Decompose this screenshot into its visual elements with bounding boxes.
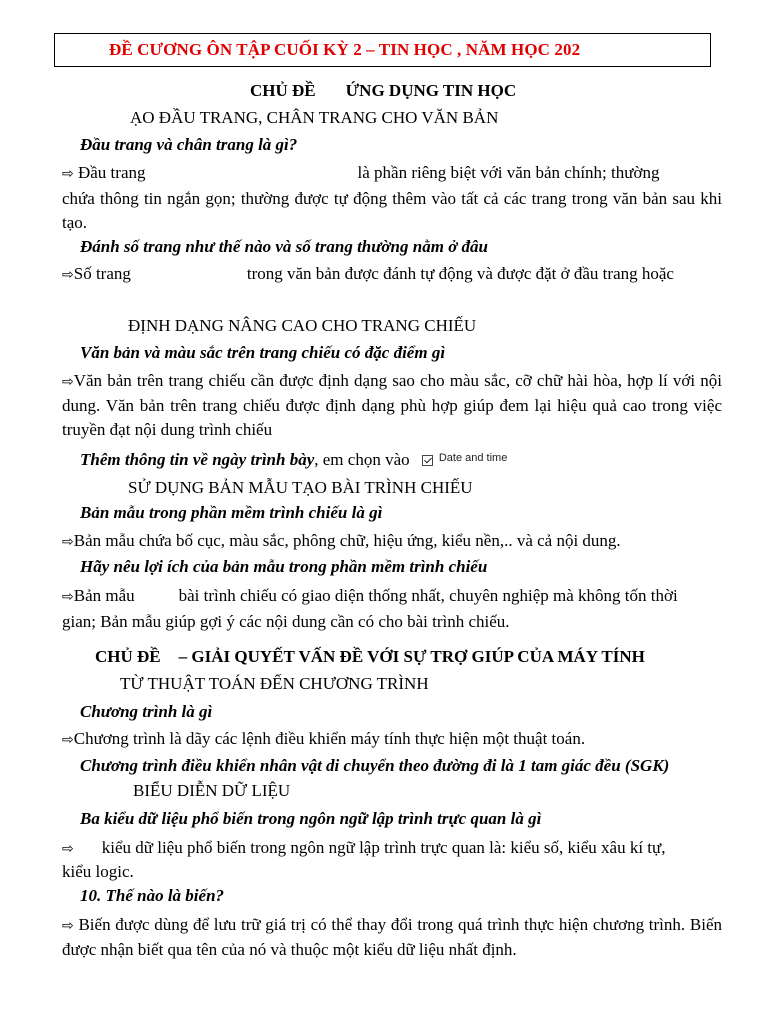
question-text: Thêm thông tin về ngày trình bày xyxy=(80,450,315,469)
question-data-types: Ba kiểu dữ liệu phổ biến trong ngôn ngữ lập trình trực quan là gì xyxy=(80,809,542,828)
answer-header-footer-line1 xyxy=(62,163,659,184)
topic1-heading-prefix: CHỦ ĐỀ xyxy=(250,81,316,100)
answer-program xyxy=(62,729,585,750)
arrow-icon: ⇨ xyxy=(62,267,74,283)
answer-text: Bản mẫu xyxy=(73,586,135,605)
arrow-icon: ⇨ xyxy=(62,732,74,748)
answer-text: kiểu dữ liệu phổ biến trong ngôn ngữ lập trình trực quan là: kiểu số, kiểu xâu kí tự, xyxy=(101,838,666,857)
question-page-number: Đánh số trang như thế nào và số trang thường nằm ở đâu xyxy=(80,237,489,256)
arrow-icon: ⇨ xyxy=(62,918,74,934)
answer-text: bài trình chiếu có giao diện thống nhất, chuyên nghiệp mà không tốn thời xyxy=(178,586,678,605)
topic2-section-b: BIỂU DIỄN DỮ LIỆU xyxy=(133,781,291,800)
question-template-benefit: Hãy nêu lợi ích của bản mẫu trong phần mềm trình chiếu xyxy=(80,557,488,576)
answer-text: Bản mẫu chứa bố cục, màu sắc, phông chữ, hiệu ứng, kiểu nền,.. và cả nội dung. xyxy=(73,531,621,550)
topic2-section-a: TỪ THUẬT TOÁN ĐẾN CHƯƠNG TRÌNH xyxy=(120,674,429,693)
topic1-heading-rest: ỨNG DỤNG TIN HỌC xyxy=(345,81,517,100)
topic1-section-c: SỬ DỤNG BẢN MẪU TẠO BÀI TRÌNH CHIẾU xyxy=(128,478,473,497)
answer-page-number xyxy=(62,264,674,285)
answer-text: Số trang xyxy=(73,264,131,283)
topic1-section-a: ẠO ĐẦU TRANG, CHÂN TRANG CHO VĂN BẢN xyxy=(130,108,499,127)
topic2-heading-prefix: CHỦ ĐỀ xyxy=(95,647,161,666)
answer-data-types-line1 xyxy=(62,838,666,859)
question-slide-text: Văn bản và màu sắc trên trang chiếu có đặc điểm gì xyxy=(80,343,446,362)
topic1-heading xyxy=(250,81,516,101)
arrow-icon: ⇨ xyxy=(62,534,74,550)
question-date-time xyxy=(80,450,507,472)
answer-text: Đầu trang xyxy=(77,163,146,182)
arrow-icon: ⇨ xyxy=(62,841,74,857)
question-tail: , em chọn vào xyxy=(314,450,410,469)
answer-template xyxy=(62,531,621,552)
document-title: ĐỀ CƯƠNG ÔN TẬP CUỐI KỲ 2 – TIN HỌC , NĂM HỌC 202 xyxy=(109,40,581,59)
question-triangle-program: Chương trình điều khiển nhân vật di chuyển theo đường đi là 1 tam giác đều (SGK) xyxy=(80,756,670,775)
question-header-footer: Đầu trang và chân trang là gì? xyxy=(80,135,298,154)
answer-template-benefit-line1 xyxy=(62,586,678,607)
title-box xyxy=(54,33,711,67)
topic2-heading-rest: – GIẢI QUYẾT VẤN ĐỀ VỚI SỰ TRỢ GIÚP CỦA MÁY TÍNH xyxy=(178,647,645,666)
topic2-heading xyxy=(95,647,645,667)
answer-variable xyxy=(62,913,722,962)
arrow-icon: ⇨ xyxy=(62,374,74,390)
answer-text: Chương trình là dãy các lệnh điều khiển máy tính thực hiện một thuật toán. xyxy=(73,729,586,748)
topic1-section-b: ĐỊNH DẠNG NÂNG CAO CHO TRANG CHIẾU xyxy=(128,316,477,335)
answer-text: Văn bản trên trang chiếu cần được định dạng sao cho màu sắc, cỡ chữ hài hòa, hợp lí với nội dung. Văn bản trên trang chiếu được định dạng phù hợp giúp đem lại hiệu quả cao trong việc truyền đạt nội dung trình chiếu xyxy=(62,371,722,439)
answer-text: là phần riêng biệt với văn bản chính; thường xyxy=(357,163,660,182)
answer-template-benefit-cont: gian; Bản mẫu giúp gợi ý các nội dung cần có cho bài trình chiếu. xyxy=(62,612,510,631)
date-time-option: Date and time xyxy=(438,452,508,464)
answer-slide-text xyxy=(62,369,722,442)
arrow-icon: ⇨ xyxy=(62,589,74,605)
checkbox-icon xyxy=(422,455,433,466)
answer-header-footer-cont: chứa thông tin ngắn gọn; thường được tự động thêm vào tất cả các trang trong văn bản sau khi tạo. xyxy=(62,189,722,232)
question-variable: 10. Thế nào là biến? xyxy=(80,886,225,905)
arrow-icon: ⇨ xyxy=(62,166,74,182)
question-program: Chương trình là gì xyxy=(80,702,213,721)
answer-data-types-cont: kiểu logic. xyxy=(62,862,134,881)
question-template: Bản mẫu trong phần mềm trình chiếu là gì xyxy=(80,503,383,522)
answer-text: Biến được dùng để lưu trữ giá trị có thể thay đổi trong quá trình thực hiện chương trình. Biến được nhận biết qua tên của nó và thuộc một kiểu dữ liệu nhất định. xyxy=(62,915,722,959)
answer-text: trong văn bản được đánh tự động và được đặt ở đầu trang hoặc xyxy=(246,264,674,283)
